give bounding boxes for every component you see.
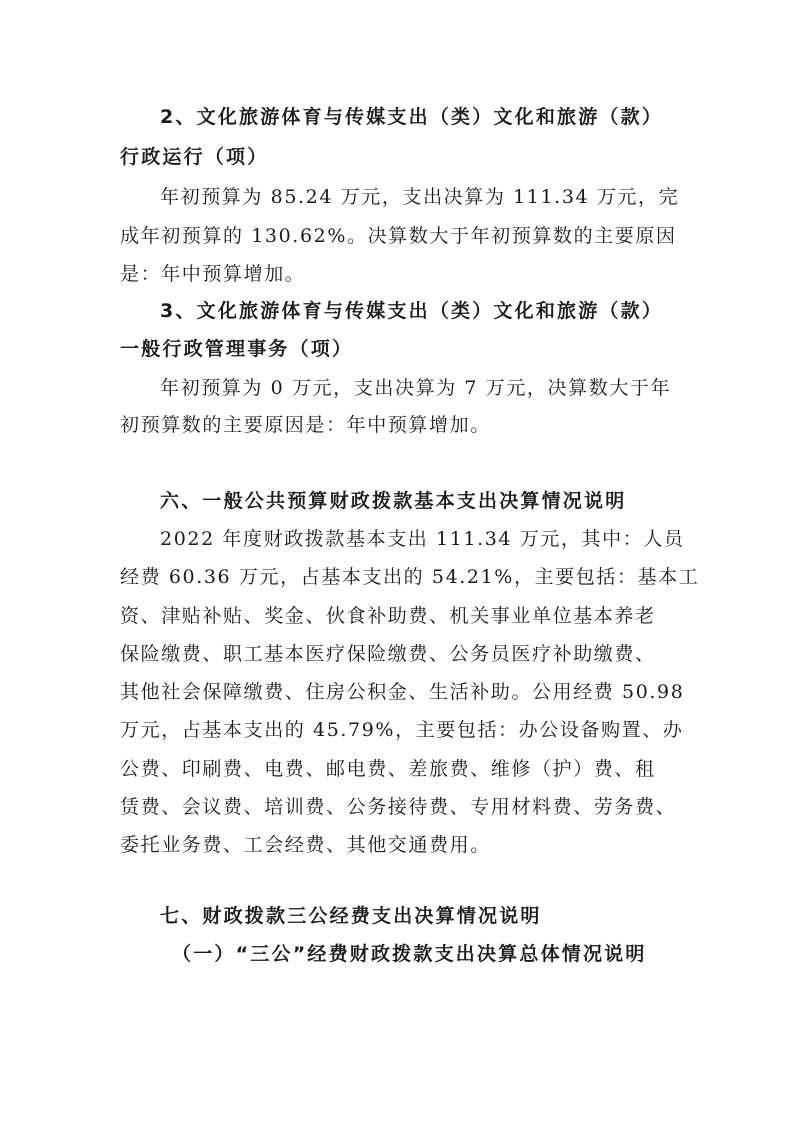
section6-body-line-3: 资、津贴补贴、奖金、伙食补助费、机关事业单位基本养老 [120,605,656,627]
section6-body-line-2: 经费 60.36 万元，占基本支出的 54.21%，主要包括：基本工 [120,566,700,588]
item3-body-line-2: 初预算数的主要原因是：年中预算增加。 [120,414,491,436]
section6-body-line-7: 公费、印刷费、电费、邮电费、差旅费、维修（护）费、租 [120,758,656,780]
section7-subheading: （一）“三公”经费财政拨款支出决算总体情况说明 [172,943,647,965]
section7-heading: 七、财政拨款三公经费支出决算情况说明 [160,905,542,927]
item2-heading-line-2: 行政运行（项） [120,146,269,168]
item3-body-line-1: 年初预算为 0 万元，支出决算为 7 万元，决算数大于年 [160,377,672,399]
section6-body-line-9: 委托业务费、工会经费、其他交通费用。 [120,834,491,856]
section6-body-line-4: 保险缴费、职工基本医疗保险缴费、公务员医疗补助缴费、 [120,643,656,665]
section6-body-line-8: 赁费、会议费、培训费、公务接待费、专用材料费、劳务费、 [120,796,677,818]
item2-body-line-2: 成年初预算的 130.62%。决算数大于年初预算数的主要原因 [120,225,677,247]
item2-body-line-1: 年初预算为 85.24 万元，支出决算为 111.34 万元，完 [160,186,680,208]
item3-heading-line-2: 一般行政管理事务（项） [120,338,354,360]
item2-heading-line-1: 2、文化旅游体育与传媒支出（类）文化和旅游（款） [160,106,664,128]
section6-body-line-5: 其他社会保障缴费、住房公积金、生活补助。公用经费 50.98 [120,681,685,703]
item2-body-line-3: 是：年中预算增加。 [120,263,306,285]
section6-body-line-6: 万元，占基本支出的 45.79%，主要包括：办公设备购置、办 [120,719,684,741]
item3-heading-line-1: 3、文化旅游体育与传媒支出（类）文化和旅游（款） [160,300,664,322]
section6-body-line-1: 2022 年度财政拨款基本支出 111.34 万元，其中：人员 [160,528,685,550]
section6-heading: 六、一般公共预算财政拨款基本支出决算情况说明 [160,490,627,512]
